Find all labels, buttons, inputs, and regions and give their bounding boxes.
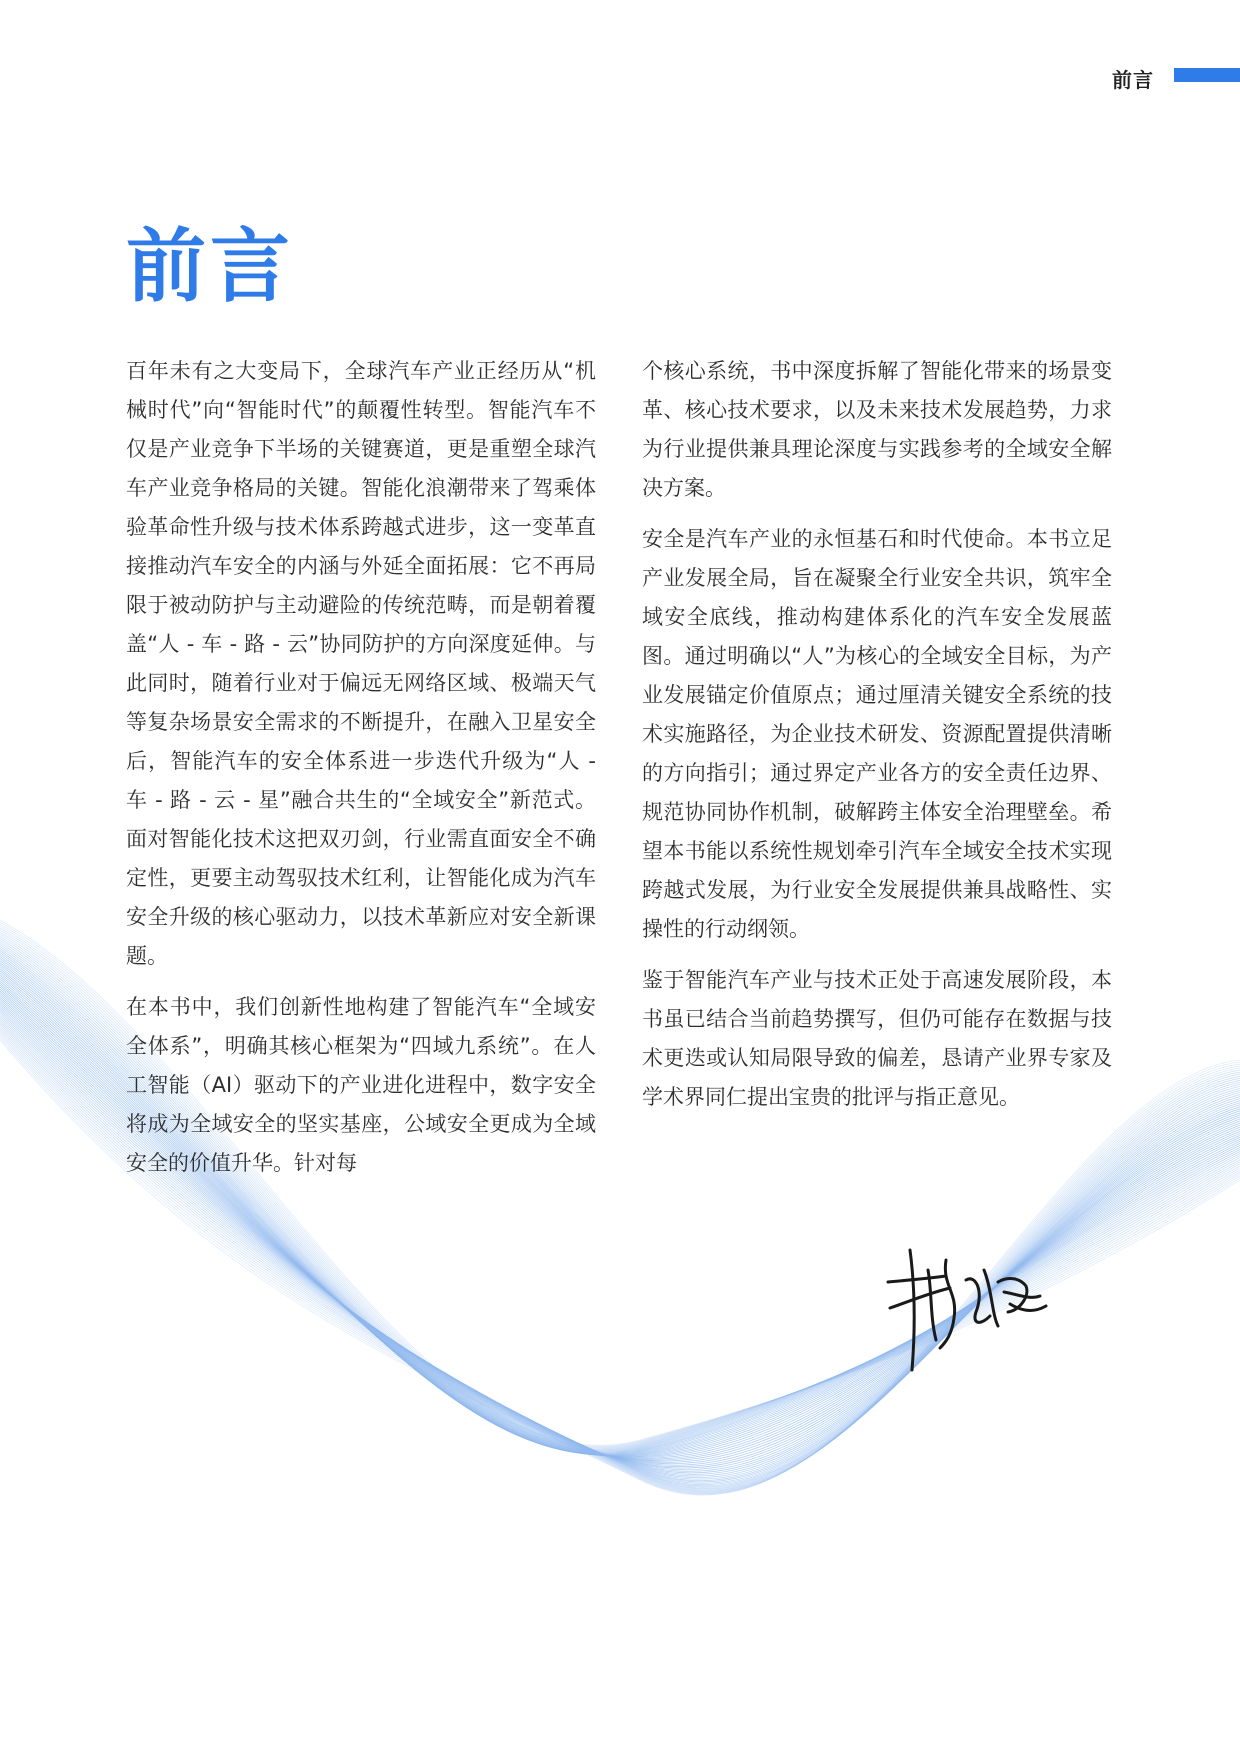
paragraph: 个核心系统，书中深度拆解了智能化带来的场景变革、核心技术要求，以及未来技术发展趋势，力求为行业提供兼具理论深度与实践参考的全域安全解决方案。: [642, 359, 1112, 500]
page-title: 前言: [126, 220, 294, 313]
body-column-right: [642, 352, 1112, 1129]
paragraph: 安全是汽车产业的永恒基石和时代使命。本书立足产业发展全局，旨在凝聚全行业安全共识，筑牢全域安全底线，推动构建体系化的汽车安全发展蓝图。通过明确以“人”为核心的全域安全目标，为产业发展锚定价值原点；通过厘清关键安全系统的技术实施路径，为企业技术研发、资源配置提供清晰的方向指引；通过界定产业各方的安全责任边界、规范协同协作机制，破解跨主体安全治理壁垒。希望本书能以系统性规划牵引汽车全域安全技术实现跨越式发展，为行业安全发展提供兼具战略性、实操性的行动纲领。: [642, 527, 1112, 941]
handwritten-signature-icon: [880, 1230, 1060, 1380]
running-header-accent-bar: [1174, 68, 1240, 82]
body-column-left: [126, 352, 596, 1195]
running-header-label: 前言: [1112, 68, 1154, 92]
paragraph: 在本书中，我们创新性地构建了智能汽车“全域安全体系”，明确其核心框架为“四域九系统”。在人工智能（AI）驱动下的产业进化进程中，数字安全将成为全域安全的坚实基座，公域安全更成为全域安全的价值升华。针对每: [126, 995, 596, 1175]
paragraph: 鉴于智能汽车产业与技术正处于高速发展阶段，本书虽已结合当前趋势撰写，但仍可能存在数据与技术更迭或认知局限导致的偏差，恳请产业界专家及学术界同仁提出宝贵的批评与指正意见。: [642, 968, 1112, 1109]
paragraph: 百年未有之大变局下，全球汽车产业正经历从“机械时代”向“智能时代”的颠覆性转型。智能汽车不仅是产业竞争下半场的关键赛道，更是重塑全球汽车产业竞争格局的关键。智能化浪潮带来了驾乘体验革命性升级与技术体系跨越式进步，这一变革直接推动汽车安全的内涵与外延全面拓展：它不再局限于被动防护与主动避险的传统范畴，而是朝着覆盖“人 - 车 - 路 - 云”协同防护的方向深度延伸。与此同时，随着行业对于偏远无网络区域、极端天气等复杂场景安全需求的不断提升，在融入卫星安全后，智能汽车的安全体系进一步迭代升级为“人 - 车 - 路 - 云 - 星”融合共生的“全域安全”新范式。面对智能化技术这把双刃剑，行业需直面安全不确定性，更要主动驾驭技术红利，让智能化成为汽车安全升级的核心驱动力，以技术革新应对安全新课题。: [126, 359, 596, 968]
